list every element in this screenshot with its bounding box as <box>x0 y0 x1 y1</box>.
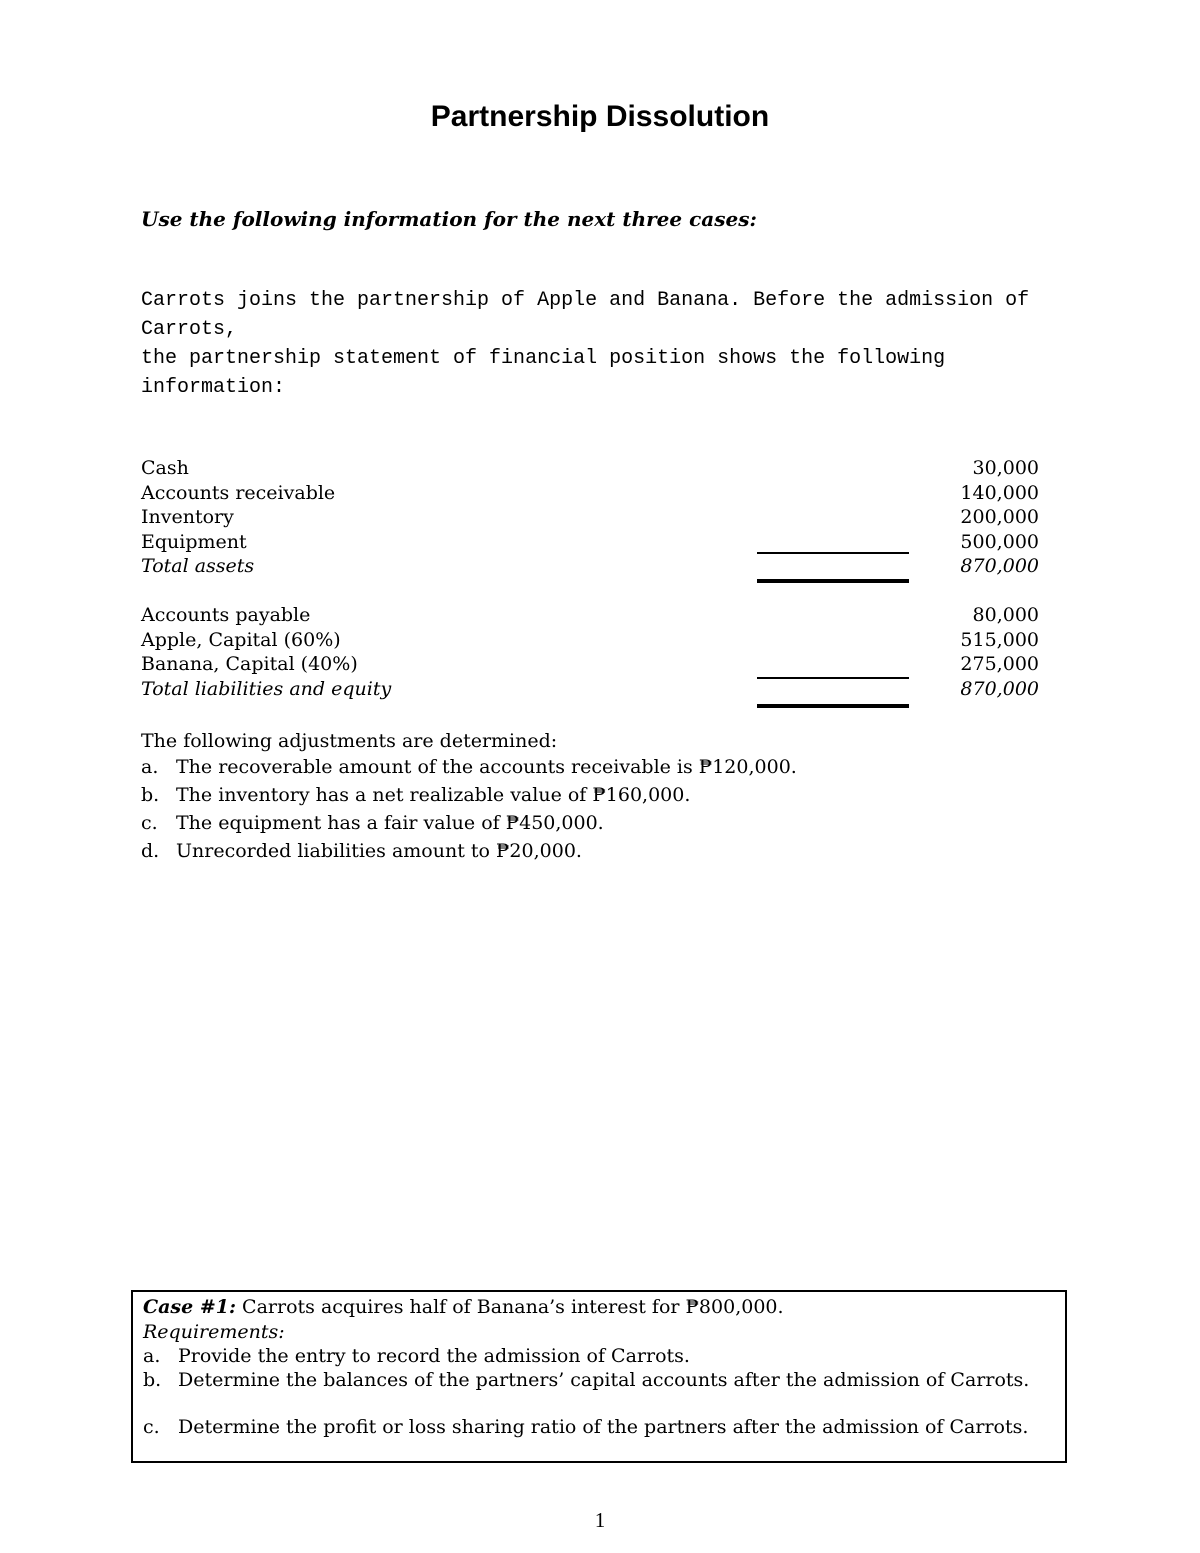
row-amount: 200,000 <box>960 506 1039 528</box>
item-letter: b. <box>141 784 160 806</box>
assets-table <box>141 457 1051 580</box>
case-1-statement <box>143 1296 784 1318</box>
case-1-text: Carrots acquires half of Banana’s interest for ₱800,000. <box>242 1296 784 1318</box>
total-double-rule <box>757 704 909 708</box>
table-row <box>141 629 1051 654</box>
item-text: Unrecorded liabilities amount to ₱20,000. <box>176 840 582 862</box>
item-letter: d. <box>141 840 160 862</box>
table-row <box>141 653 1051 678</box>
subtotal-rule <box>757 677 909 679</box>
row-label: Accounts receivable <box>141 481 336 504</box>
item-letter: a. <box>143 1345 161 1367</box>
table-row <box>141 482 1051 507</box>
item-text: The recoverable amount of the accounts receivable is ₱120,000. <box>176 756 797 778</box>
row-amount: 275,000 <box>960 653 1039 675</box>
row-label: Accounts payable <box>141 604 311 626</box>
table-row <box>141 457 1051 482</box>
item-letter: a. <box>141 756 159 778</box>
table-row <box>141 531 1051 556</box>
row-amount: 80,000 <box>972 604 1039 626</box>
page-number: 1 <box>594 1508 606 1532</box>
table-row <box>141 604 1051 629</box>
total-liabilities-equity-row <box>141 678 1051 703</box>
case-1-label: Case #1: <box>143 1296 236 1318</box>
row-label: Equipment <box>141 530 247 553</box>
total-double-rule <box>757 579 909 583</box>
page-title: Partnership Dissolution <box>430 100 770 133</box>
case-1-box <box>131 1290 1067 1463</box>
row-label: Banana, Capital (40%) <box>141 653 358 675</box>
total-assets-row <box>141 555 1051 580</box>
list-item <box>141 756 1061 784</box>
row-amount: 30,000 <box>972 457 1039 479</box>
subtotal-rule <box>757 552 909 554</box>
row-amount: 870,000 <box>960 555 1039 577</box>
row-label: Total liabilities and equity <box>141 677 392 700</box>
row-label: Inventory <box>141 506 234 528</box>
item-text: Determine the balances of the partners’ capital accounts after the admission of Carrots. <box>178 1369 1030 1391</box>
row-amount: 515,000 <box>960 628 1039 651</box>
list-item <box>141 812 1061 840</box>
item-text: The inventory has a net realizable value of ₱160,000. <box>176 784 691 806</box>
list-item <box>141 784 1061 812</box>
requirements-label: Requirements: <box>143 1321 285 1343</box>
item-letter: b. <box>143 1369 162 1391</box>
row-label: Cash <box>141 457 189 479</box>
row-amount: 870,000 <box>960 677 1039 700</box>
item-text: The equipment has a fair value of ₱450,000. <box>176 812 604 834</box>
adjustments-section <box>141 730 1061 868</box>
row-amount: 140,000 <box>960 481 1039 504</box>
row-label: Total assets <box>141 555 255 577</box>
row-amount: 500,000 <box>960 530 1039 553</box>
paragraph-line: Carrots joins the partnership of Apple and Banana. Before the admission of Carrots, <box>141 289 1030 341</box>
list-item <box>141 840 1061 868</box>
adjustments-heading: The following adjustments are determined: <box>141 730 558 752</box>
table-row <box>141 506 1051 531</box>
liabilities-equity-table <box>141 604 1051 702</box>
intro-heading: Use the following information for the next three cases: <box>141 207 757 231</box>
intro-paragraph <box>141 286 1061 402</box>
item-text: Provide the entry to record the admission of Carrots. <box>178 1345 690 1367</box>
item-letter: c. <box>141 812 158 834</box>
item-text: Determine the profit or loss sharing ratio of the partners after the admission of Carrots. <box>178 1416 1029 1438</box>
item-letter: c. <box>143 1416 160 1438</box>
paragraph-line: the partnership statement of financial position shows the following information: <box>141 347 946 399</box>
row-label: Apple, Capital (60%) <box>141 628 341 651</box>
